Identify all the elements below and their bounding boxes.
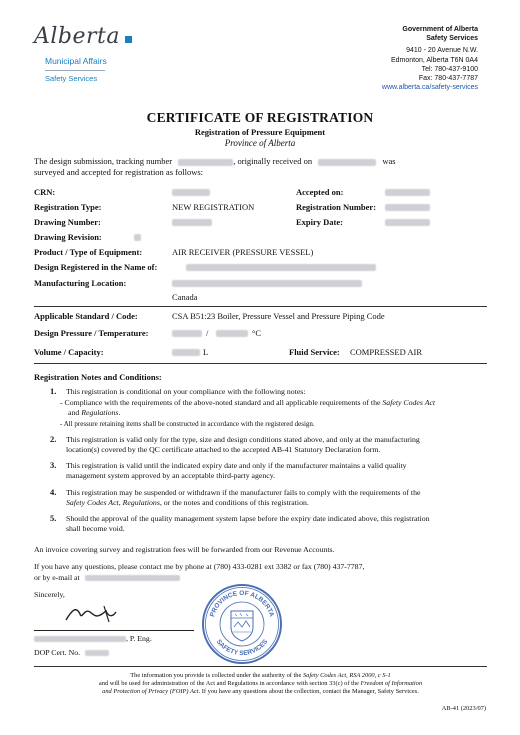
logo-wordmark: Alberta (34, 24, 120, 49)
certificate-subtitle: Registration of Pressure Equipment (194, 127, 326, 137)
contact-line-2: or by e-mail at (34, 573, 180, 583)
gov-name: Government of Alberta (402, 26, 478, 33)
gov-address-block (382, 25, 478, 92)
intro-text-4: surveyed and accepted for registration as follows: (34, 167, 203, 177)
province-seal-stamp (201, 583, 283, 665)
expiry-date-label: Expiry Date: (296, 217, 343, 227)
signatory-name-line: , P. Eng. (34, 634, 152, 644)
note-3-text: This registration is valid until the indicated expiry date and only if the manufacturer maintains a valid quality management system approved by an acceptable third-party agency. (66, 461, 407, 480)
note-1-bullet-1: - Compliance with the requirements of the above-noted standard and all applicable requirements of the Safety Codes Act and Regulations. (60, 398, 436, 417)
product-type-label: Product / Type of Equipment: (34, 247, 143, 257)
design-registered-label: Design Registered in the Name of: (34, 262, 158, 272)
notes-heading: Registration Notes and Conditions: (34, 372, 162, 382)
ministry-name: Municipal Affairs (45, 56, 107, 66)
note-4-number: 4. (50, 487, 57, 497)
redacted-volume (172, 349, 200, 356)
header-rule (45, 70, 105, 71)
fax: Fax: 780-437-7787 (418, 75, 478, 83)
fluid-service-value: COMPRESSED AIR (350, 347, 423, 357)
manufacturing-country: Canada (172, 292, 198, 302)
redacted-signatory-name (34, 636, 126, 642)
dop-cert-line: DOP Cert. No. (34, 648, 109, 658)
sincerely: Sincerely, (34, 590, 65, 599)
fluid-service-label: Fluid Service: (289, 347, 340, 357)
applicable-standard-label: Applicable Standard / Code: (34, 311, 138, 321)
phone: Tel: 780-437-9100 (421, 65, 478, 73)
note-2-text: This registration is valid only for the type, size and design conditions stated above, and only at the manufacturing location(s) covered by the QC certificate attached to the accepted AB-41 Statutory Declaration form. (66, 435, 420, 454)
note-1-bullet-2: - All pressure retaining items shall be constructed in accordance with the registered design. (60, 420, 315, 428)
redacted-drawing-number (172, 219, 212, 226)
certificate-title: CERTIFICATE OF REGISTRATION (146, 110, 374, 125)
redacted-accepted-date (385, 189, 430, 196)
redacted-registration-number (385, 204, 430, 211)
note-2-number: 2. (50, 434, 57, 444)
redacted-design-temperature (216, 330, 248, 337)
redacted-tracking-number (178, 159, 233, 166)
registration-type-value: NEW REGISTRATION (172, 202, 255, 212)
redacted-registrant-name (186, 264, 376, 271)
website-link[interactable]: www.alberta.ca/safety-services (381, 84, 478, 92)
redacted-design-pressure (172, 330, 202, 337)
note-5-text: Should the approval of the quality management system lapse before the expiry date indicated above, this registration shall become void. (66, 514, 430, 533)
certificate-province: Province of Alberta (224, 138, 296, 148)
drawing-number-label: Drawing Number: (34, 217, 101, 227)
note-4-text: This registration may be suspended or withdrawn if the manufacturer fails to comply with the requirements of the Safety Codes Act, Regulations, or the notes and conditions of this registration. (66, 488, 421, 507)
foip-notice: The information you provide is collected under the authority of the Safety Codes Act, RSA 2000, c S-1 and will be used for administration of the Act and Regulations in accordance with section 33(c) of the Freedom of Information and Protection of Privacy (FOIP) Act. If you have any questions about the collection, contact the Manager, Safety Services. (98, 672, 423, 695)
temperature-unit: °C (252, 328, 262, 338)
accepted-label: Accepted on: (296, 187, 344, 197)
alberta-logo (34, 24, 132, 49)
applicable-standard-value: CSA B51:23 Boiler, Pressure Vessel and Pressure Piping Code (172, 311, 385, 321)
section-divider-2 (34, 363, 487, 364)
drawing-revision-label: Drawing Revision: (34, 232, 102, 242)
logo-square-icon (125, 36, 132, 43)
redacted-dop-number (85, 650, 109, 656)
invoice-statement: An invoice covering survey and registration fees will be forwarded from our Revenue Accounts. (34, 545, 335, 554)
note-5-number: 5. (50, 513, 57, 523)
redacted-email (85, 575, 180, 581)
registration-type-label: Registration Type: (34, 202, 102, 212)
contact-line-1: If you have any questions, please contact me by phone at (780) 433-0281 ext 3382 or fax (780) 437-7787, (34, 562, 365, 571)
redacted-crn (172, 189, 210, 196)
note-1-text: This registration is conditional on your compliance with the following notes: (66, 387, 306, 396)
redacted-manufacturing-address (172, 280, 362, 287)
volume-label: Volume / Capacity: (34, 347, 104, 357)
division-name: Safety Services (45, 74, 98, 83)
redacted-drawing-revision (134, 234, 141, 241)
manufacturing-location-label: Manufacturing Location: (34, 278, 127, 288)
note-3-number: 3. (50, 460, 57, 470)
svg-text:PROVINCE OF ALBERTA (209, 590, 275, 618)
signature-image (62, 600, 132, 628)
note-1-number: 1. (50, 386, 57, 396)
pressure-separator: / (206, 328, 209, 338)
seal-bottom-text: SAFETY SERVICES (214, 638, 270, 658)
volume-unit: L (203, 347, 209, 357)
design-pressure-label: Design Pressure / Temperature: (34, 328, 149, 338)
signature-line (34, 630, 194, 631)
intro-paragraph (34, 156, 494, 178)
footer-divider (34, 666, 487, 667)
crn-label: CRN: (34, 187, 56, 197)
redacted-expiry-date (385, 219, 430, 226)
intro-text-2: , originally received on (233, 156, 313, 166)
form-number: AB-41 (2023/07) (441, 705, 486, 712)
redacted-received-date (318, 159, 376, 166)
certificate-title-block (0, 110, 520, 148)
address-line-1: 9410 - 20 Avenue N.W. (406, 47, 478, 55)
product-type-value: AIR RECEIVER (PRESSURE VESSEL) (172, 247, 314, 257)
intro-text-1: The design submission, tracking number (34, 156, 173, 166)
gov-division: Safety Services (426, 35, 478, 43)
intro-text-3: was (382, 156, 396, 166)
address-line-2: Edmonton, Alberta T6N 0A4 (390, 56, 478, 64)
seal-top-text: PROVINCE OF ALBERTA (208, 589, 276, 618)
section-divider-1 (34, 306, 487, 307)
registration-number-label: Registration Number: (296, 202, 377, 212)
